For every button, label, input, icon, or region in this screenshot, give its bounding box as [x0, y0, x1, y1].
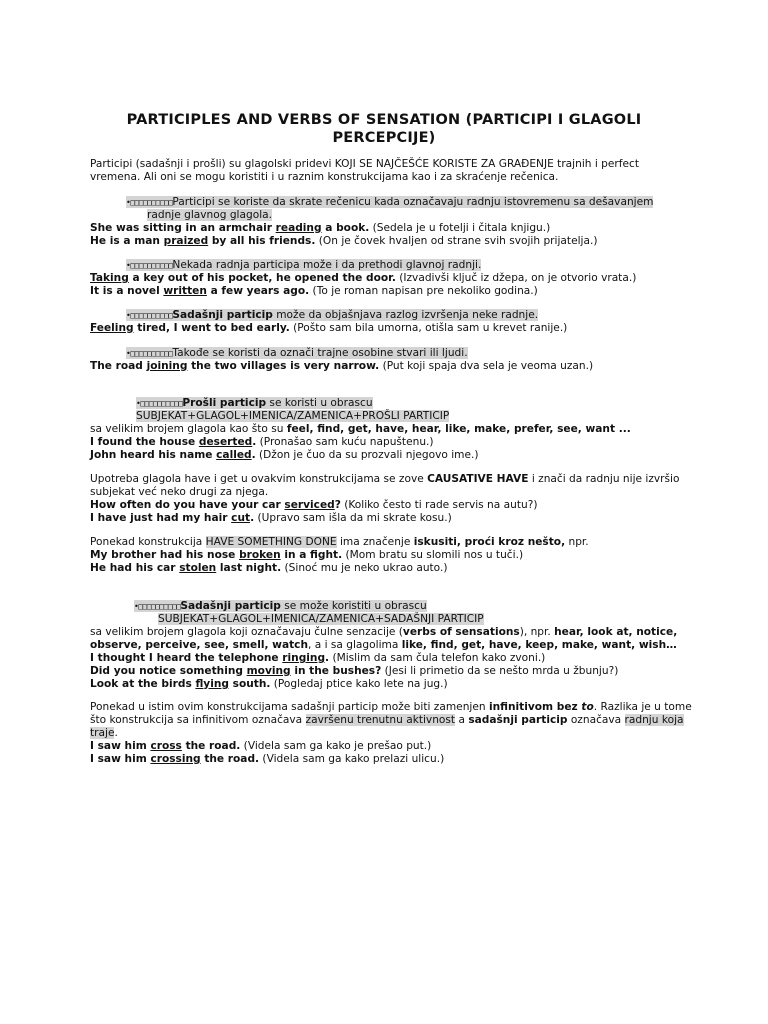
intro-line-2: vremena. Ali oni se mogu koristiti i u raznim konstrukcijama kao i za skraćenje rečenica. [90, 171, 559, 183]
text-line: observe, perceive, see, smell, watch, a i sa glagolima like, find, get, have, keep, make, want, wish… [90, 639, 677, 651]
example-line: She was sitting in an armchair reading a book. (Sedela je u fotelji i čitala knjigu.) [90, 222, 551, 234]
example-line: How often do you have your car serviced? (Koliko često ti rade servis na autu?) [90, 499, 538, 511]
bullet-icon: •□□□□□□□□□□ [134, 602, 181, 611]
example-line: It is a novel written a few years ago. (To je roman napisan pre nekoliko godina.) [90, 285, 538, 297]
text-line: sa velikim brojem glagola kao što su feel, find, get, have, hear, like, make, prefer, see, want ... [90, 423, 631, 435]
text-line: Ponekad konstrukcija HAVE SOMETHING DONE ima značenje iskusiti, proći kroz nešto, npr. [90, 536, 589, 548]
example-line: I have just had my hair cut. (Upravo sam išla da mi skrate kosu.) [90, 512, 452, 524]
example-line: John heard his name called. (Džon je čuo da su prozvali njegovo ime.) [90, 449, 479, 461]
section-4-heading: •□□□□□□□□□□Takođe se koristi da označi trajne osobine stvari ili ljudi. [126, 347, 468, 359]
example-line: I saw him crossing the road. (Videla sam ga kako prelazi ulicu.) [90, 753, 445, 765]
bullet-icon: •□□□□□□□□□□ [126, 311, 173, 320]
example-line: Taking a key out of his pocket, he opened the door. (Izvadivši ključ iz džepa, on je otvorio vrata.) [90, 272, 637, 284]
text-line: Upotreba glagola have i get u ovakvim konstrukcijama se zove CAUSATIVE HAVE i znači da radnju nije izvršio [90, 473, 680, 485]
pattern-line: SUBJEKAT+GLAGOL+IMENICA/ZAMENICA+PROŠLI PARTICIP [136, 410, 450, 422]
example-line: Look at the birds flying south. (Pogledaj ptice kako lete na jug.) [90, 678, 448, 690]
text-line: traje. [90, 727, 118, 739]
text-line: subjekat već neko drugi za njega. [90, 486, 269, 498]
title-line-1: PARTICIPLES AND VERBS OF SENSATION (PARTICIPI I GLAGOLI [126, 112, 642, 128]
text-line: Ponekad u istim ovim konstrukcijama sadašnji particip može biti zamenjen infinitivom bez to. Razlika je u tome [90, 701, 692, 713]
section-1-heading: •□□□□□□□□□□Participi se koriste da skrate rečenicu kada označavaju radnju istovremenu sa dešavanjem [126, 196, 654, 208]
section-3-heading: •□□□□□□□□□□Sadašnji particip može da objašnjava razlog izvršenja neke radnje. [126, 309, 539, 321]
text-line: što konstrukcija sa infinitivom označava završenu trenutnu aktivnost a sadašnji particip označava radnju koja [90, 714, 684, 726]
text-line: sa velikim brojem glagola koji označavaju čulne senzacije (verbs of sensations), npr. hear, look at, notice, [90, 626, 678, 638]
example-line: I thought I heard the telephone ringing. (Mislim da sam čula telefon kako zvoni.) [90, 652, 546, 664]
pattern-line: SUBJEKAT+GLAGOL+IMENICA/ZAMENICA+SADAŠNJI PARTICIP [158, 613, 484, 625]
section-2-heading: •□□□□□□□□□□Nekada radnja participa može i da prethodi glavnoj radnji. [126, 259, 482, 271]
section-8-heading: •□□□□□□□□□□Sadašnji particip se može koristiti u obrascu [134, 600, 427, 612]
section-1-heading-cont: radnje glavnog glagola. [147, 209, 272, 221]
intro-line-1: Participi (sadašnji i prošli) su glagolski pridevi KOJI SE NAJČEŠĆE KORISTE ZA GRAĐENJE trajnih i perfect [90, 158, 639, 170]
example-line: My brother had his nose broken in a fight. (Mom bratu su slomili nos u tuči.) [90, 549, 524, 561]
section-5-heading: •□□□□□□□□□□Prošli particip se koristi u obrascu [136, 397, 373, 409]
example-line: He is a man praized by all his friends. (On je čovek hvaljen od strane svih svojih prijatelja.) [90, 235, 598, 247]
example-line: The road joining the two villages is very narrow. (Put koji spaja dva sela je veoma uzan.) [90, 360, 594, 372]
example-line: He had his car stolen last night. (Sinoć mu je neko ukrao auto.) [90, 562, 448, 574]
example-line: Feeling tired, I went to bed early. (Pošto sam bila umorna, otišla sam u krevet ranije.) [90, 322, 568, 334]
example-line: I found the house deserted. (Pronašao sam kuću napuštenu.) [90, 436, 434, 448]
document-title [110, 111, 658, 147]
bullet-icon: •□□□□□□□□□□ [126, 261, 173, 270]
example-line: I saw him cross the road. (Videla sam ga kako je prešao put.) [90, 740, 432, 752]
bullet-icon: •□□□□□□□□□□ [136, 399, 183, 408]
example-line: Did you notice something moving in the bushes? (Jesi li primetio da se nešto mrda u žbunju?) [90, 665, 619, 677]
bullet-icon: •□□□□□□□□□□ [126, 198, 173, 207]
bullet-icon: •□□□□□□□□□□ [126, 349, 173, 358]
title-line-2: PERCEPCIJE) [332, 130, 436, 146]
